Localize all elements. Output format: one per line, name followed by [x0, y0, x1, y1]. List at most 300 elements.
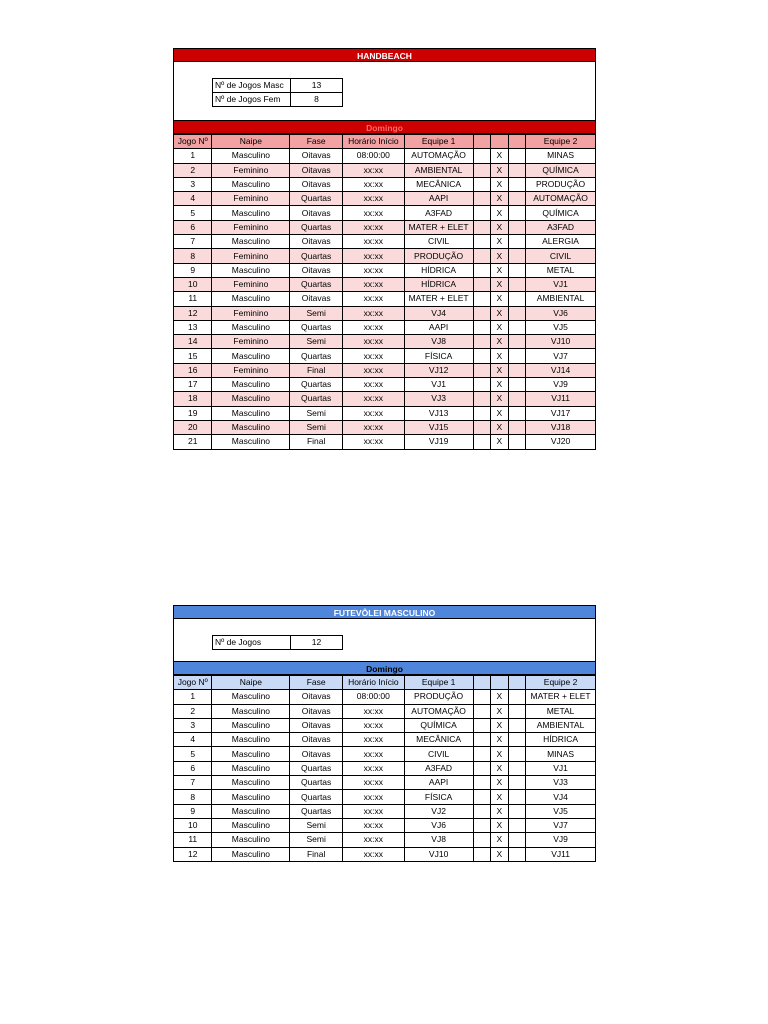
cell-versus[interactable]: X — [490, 392, 508, 406]
cell-spacer — [508, 263, 525, 277]
cell-equipe1[interactable]: A3FAD — [404, 761, 473, 775]
cell-versus[interactable]: X — [490, 349, 508, 363]
cell-versus[interactable]: X — [490, 761, 508, 775]
cell-equipe2[interactable]: VJ14 — [526, 363, 596, 377]
cell-horario[interactable]: xx:xx — [342, 192, 404, 206]
cell-equipe1[interactable]: VJ19 — [404, 435, 473, 449]
cell-equipe1[interactable]: AUTOMAÇÃO — [404, 704, 473, 718]
cell-equipe1[interactable]: HÍDRICA — [404, 263, 473, 277]
cell-versus[interactable]: X — [490, 704, 508, 718]
cell-spacer — [508, 220, 525, 234]
table-row — [174, 363, 596, 377]
cell-horario[interactable]: xx:xx — [342, 263, 404, 277]
cell-fase[interactable]: Semi — [290, 406, 343, 420]
cell-jogo-num[interactable]: 10 — [174, 818, 212, 832]
cell-jogo-num[interactable]: 6 — [174, 761, 212, 775]
cell-versus[interactable]: X — [490, 249, 508, 263]
cell-naipe[interactable]: Masculino — [212, 847, 290, 861]
cell-equipe1[interactable]: MATER + ELET — [404, 292, 473, 306]
cell-versus[interactable]: X — [490, 818, 508, 832]
cell-versus[interactable]: X — [490, 833, 508, 847]
cell-versus[interactable]: X — [490, 718, 508, 732]
cell-equipe1[interactable]: CIVIL — [404, 747, 473, 761]
cell-versus[interactable]: X — [490, 335, 508, 349]
cell-equipe1[interactable]: VJ15 — [404, 420, 473, 434]
cell-equipe2[interactable]: AMBIENTAL — [526, 292, 596, 306]
cell-versus[interactable]: X — [490, 776, 508, 790]
cell-horario[interactable]: xx:xx — [342, 220, 404, 234]
cell-naipe[interactable]: Masculino — [212, 263, 290, 277]
cell-equipe2[interactable]: QUÍMICA — [526, 163, 596, 177]
cell-versus[interactable]: X — [490, 378, 508, 392]
cell-equipe2[interactable]: VJ20 — [526, 435, 596, 449]
cell-versus[interactable]: X — [490, 220, 508, 234]
cell-equipe2[interactable]: CIVIL — [526, 249, 596, 263]
cell-spacer — [508, 306, 525, 320]
cell-spacer — [473, 177, 490, 191]
cell-equipe2[interactable]: MATER + ELET — [526, 690, 596, 704]
cell-naipe[interactable]: Masculino — [212, 149, 290, 163]
cell-naipe[interactable]: Masculino — [212, 392, 290, 406]
cell-horario[interactable]: xx:xx — [342, 790, 404, 804]
header-equipe2: Equipe 2 — [526, 676, 596, 690]
count-value[interactable]: 13 — [291, 79, 343, 93]
cell-horario[interactable]: xx:xx — [342, 847, 404, 861]
game-count-box — [173, 62, 596, 120]
cell-horario[interactable]: 08:00:00 — [342, 149, 404, 163]
cell-jogo-num[interactable]: 5 — [174, 747, 212, 761]
table-row — [174, 263, 596, 277]
cell-versus[interactable]: X — [490, 363, 508, 377]
table-row — [174, 761, 596, 775]
cell-equipe1[interactable]: FÍSICA — [404, 349, 473, 363]
cell-horario[interactable]: xx:xx — [342, 320, 404, 334]
cell-jogo-num[interactable]: 16 — [174, 363, 212, 377]
cell-naipe[interactable]: Masculino — [212, 420, 290, 434]
table-row — [174, 776, 596, 790]
table-row — [174, 177, 596, 191]
cell-fase[interactable]: Semi — [290, 818, 343, 832]
cell-fase[interactable]: Quartas — [290, 790, 343, 804]
cell-naipe[interactable]: Feminino — [212, 192, 290, 206]
cell-equipe1[interactable]: PRODUÇÃO — [404, 690, 473, 704]
cell-versus[interactable]: X — [490, 733, 508, 747]
cell-fase[interactable]: Quartas — [290, 761, 343, 775]
cell-equipe2[interactable]: VJ1 — [526, 761, 596, 775]
cell-horario[interactable]: xx:xx — [342, 163, 404, 177]
cell-naipe[interactable]: Feminino — [212, 163, 290, 177]
cell-fase[interactable]: Oitavas — [290, 177, 343, 191]
cell-fase[interactable]: Quartas — [290, 804, 343, 818]
cell-equipe2[interactable]: MINAS — [526, 149, 596, 163]
cell-versus[interactable]: X — [490, 690, 508, 704]
cell-versus[interactable]: X — [490, 790, 508, 804]
cell-jogo-num[interactable]: 6 — [174, 220, 212, 234]
cell-horario[interactable]: xx:xx — [342, 349, 404, 363]
cell-fase[interactable]: Final — [290, 435, 343, 449]
cell-spacer — [473, 747, 490, 761]
cell-fase[interactable]: Oitavas — [290, 149, 343, 163]
cell-jogo-num[interactable]: 3 — [174, 718, 212, 732]
cell-naipe[interactable]: Masculino — [212, 349, 290, 363]
cell-horario[interactable]: 08:00:00 — [342, 690, 404, 704]
cell-equipe1[interactable]: VJ8 — [404, 335, 473, 349]
cell-fase[interactable]: Semi — [290, 833, 343, 847]
cell-horario[interactable]: xx:xx — [342, 378, 404, 392]
cell-spacer — [508, 704, 525, 718]
cell-horario[interactable]: xx:xx — [342, 249, 404, 263]
cell-versus[interactable]: X — [490, 235, 508, 249]
cell-naipe[interactable]: Masculino — [212, 206, 290, 220]
cell-fase[interactable]: Oitavas — [290, 733, 343, 747]
cell-spacer — [473, 277, 490, 291]
cell-naipe[interactable]: Masculino — [212, 690, 290, 704]
games-table — [173, 134, 596, 450]
table-row — [174, 292, 596, 306]
cell-equipe1[interactable]: VJ3 — [404, 392, 473, 406]
cell-horario[interactable]: xx:xx — [342, 420, 404, 434]
cell-equipe2[interactable]: VJ11 — [526, 847, 596, 861]
table-row — [174, 249, 596, 263]
cell-horario[interactable]: xx:xx — [342, 206, 404, 220]
cell-naipe[interactable]: Masculino — [212, 833, 290, 847]
cell-fase[interactable]: Quartas — [290, 392, 343, 406]
table-header-row — [174, 135, 596, 149]
cell-spacer — [473, 833, 490, 847]
cell-naipe[interactable]: Masculino — [212, 177, 290, 191]
cell-versus[interactable]: X — [490, 277, 508, 291]
cell-equipe2[interactable]: VJ6 — [526, 306, 596, 320]
cell-fase[interactable]: Quartas — [290, 192, 343, 206]
cell-equipe1[interactable]: AAPI — [404, 192, 473, 206]
cell-fase[interactable]: Quartas — [290, 220, 343, 234]
cell-fase[interactable]: Oitavas — [290, 263, 343, 277]
cell-naipe[interactable]: Masculino — [212, 235, 290, 249]
table-row — [174, 790, 596, 804]
cell-horario[interactable]: xx:xx — [342, 804, 404, 818]
cell-equipe1[interactable]: FÍSICA — [404, 790, 473, 804]
cell-equipe1[interactable]: CIVIL — [404, 235, 473, 249]
cell-jogo-num[interactable]: 7 — [174, 776, 212, 790]
cell-equipe2[interactable]: VJ17 — [526, 406, 596, 420]
cell-jogo-num[interactable]: 8 — [174, 249, 212, 263]
count-row — [213, 636, 343, 650]
cell-equipe2[interactable]: AMBIENTAL — [526, 718, 596, 732]
cell-jogo-num[interactable]: 11 — [174, 833, 212, 847]
cell-equipe1[interactable]: MECÂNICA — [404, 177, 473, 191]
count-label: Nº de Jogos Masc — [213, 79, 291, 93]
cell-versus[interactable]: X — [490, 847, 508, 861]
cell-equipe1[interactable]: MATER + ELET — [404, 220, 473, 234]
cell-versus[interactable]: X — [490, 406, 508, 420]
cell-equipe2[interactable]: A3FAD — [526, 220, 596, 234]
cell-equipe1[interactable]: A3FAD — [404, 206, 473, 220]
cell-fase[interactable]: Oitavas — [290, 704, 343, 718]
table-row — [174, 192, 596, 206]
cell-spacer — [508, 818, 525, 832]
cell-naipe[interactable]: Feminino — [212, 306, 290, 320]
cell-versus[interactable]: X — [490, 320, 508, 334]
cell-fase[interactable]: Semi — [290, 306, 343, 320]
cell-naipe[interactable]: Feminino — [212, 220, 290, 234]
cell-fase[interactable]: Oitavas — [290, 206, 343, 220]
cell-jogo-num[interactable]: 9 — [174, 804, 212, 818]
cell-versus[interactable]: X — [490, 804, 508, 818]
cell-spacer — [508, 804, 525, 818]
cell-equipe2[interactable]: VJ5 — [526, 804, 596, 818]
table-row — [174, 220, 596, 234]
cell-jogo-num[interactable]: 12 — [174, 847, 212, 861]
cell-naipe[interactable]: Masculino — [212, 406, 290, 420]
cell-jogo-num[interactable]: 1 — [174, 690, 212, 704]
count-value[interactable]: 8 — [291, 93, 343, 107]
cell-spacer — [473, 235, 490, 249]
cell-spacer — [473, 163, 490, 177]
table-row — [174, 206, 596, 220]
cell-jogo-num[interactable]: 1 — [174, 149, 212, 163]
cell-equipe2[interactable]: ALERGIA — [526, 235, 596, 249]
cell-equipe2[interactable]: METAL — [526, 263, 596, 277]
cell-jogo-num[interactable]: 3 — [174, 177, 212, 191]
header-jogo: Jogo Nº — [174, 676, 212, 690]
cell-equipe1[interactable]: AMBIENTAL — [404, 163, 473, 177]
cell-naipe[interactable]: Masculino — [212, 704, 290, 718]
cell-fase[interactable]: Quartas — [290, 349, 343, 363]
cell-equipe2[interactable]: VJ9 — [526, 378, 596, 392]
cell-horario[interactable]: xx:xx — [342, 177, 404, 191]
cell-naipe[interactable]: Masculino — [212, 292, 290, 306]
header-equipe1: Equipe 1 — [404, 676, 473, 690]
cell-jogo-num[interactable]: 8 — [174, 790, 212, 804]
cell-fase[interactable]: Oitavas — [290, 292, 343, 306]
cell-naipe[interactable]: Masculino — [212, 761, 290, 775]
cell-naipe[interactable]: Masculino — [212, 733, 290, 747]
table-row — [174, 804, 596, 818]
cell-horario[interactable]: xx:xx — [342, 406, 404, 420]
cell-equipe1[interactable]: MECÂNICA — [404, 733, 473, 747]
cell-fase[interactable]: Oitavas — [290, 235, 343, 249]
cell-versus[interactable]: X — [490, 420, 508, 434]
cell-horario[interactable]: xx:xx — [342, 747, 404, 761]
cell-horario[interactable]: xx:xx — [342, 733, 404, 747]
cell-versus[interactable]: X — [490, 192, 508, 206]
cell-naipe[interactable]: Masculino — [212, 818, 290, 832]
cell-naipe[interactable]: Feminino — [212, 335, 290, 349]
cell-versus[interactable]: X — [490, 206, 508, 220]
cell-spacer — [473, 690, 490, 704]
cell-jogo-num[interactable]: 13 — [174, 320, 212, 334]
cell-horario[interactable]: xx:xx — [342, 818, 404, 832]
cell-fase[interactable]: Quartas — [290, 378, 343, 392]
cell-jogo-num[interactable]: 7 — [174, 235, 212, 249]
cell-jogo-num[interactable]: 17 — [174, 378, 212, 392]
cell-equipe2[interactable]: VJ3 — [526, 776, 596, 790]
cell-naipe[interactable]: Masculino — [212, 804, 290, 818]
cell-jogo-num[interactable]: 2 — [174, 704, 212, 718]
cell-equipe1[interactable]: VJ10 — [404, 847, 473, 861]
cell-naipe[interactable]: Masculino — [212, 435, 290, 449]
cell-equipe2[interactable]: VJ11 — [526, 392, 596, 406]
cell-jogo-num[interactable]: 9 — [174, 263, 212, 277]
cell-naipe[interactable]: Feminino — [212, 363, 290, 377]
cell-jogo-num[interactable]: 5 — [174, 206, 212, 220]
cell-spacer — [473, 292, 490, 306]
cell-spacer — [508, 177, 525, 191]
cell-jogo-num[interactable]: 14 — [174, 335, 212, 349]
cell-naipe[interactable]: Masculino — [212, 378, 290, 392]
cell-spacer — [473, 206, 490, 220]
header-spacer — [508, 135, 525, 149]
cell-versus[interactable]: X — [490, 747, 508, 761]
cell-naipe[interactable]: Feminino — [212, 277, 290, 291]
cell-horario[interactable]: xx:xx — [342, 306, 404, 320]
cell-jogo-num[interactable]: 19 — [174, 406, 212, 420]
cell-horario[interactable]: xx:xx — [342, 277, 404, 291]
header-x — [490, 676, 508, 690]
cell-spacer — [508, 378, 525, 392]
cell-horario[interactable]: xx:xx — [342, 292, 404, 306]
cell-equipe1[interactable]: VJ1 — [404, 378, 473, 392]
cell-jogo-num[interactable]: 11 — [174, 292, 212, 306]
cell-fase[interactable]: Semi — [290, 420, 343, 434]
cell-versus[interactable]: X — [490, 263, 508, 277]
cell-spacer — [473, 804, 490, 818]
table-row — [174, 163, 596, 177]
cell-equipe1[interactable]: VJ13 — [404, 406, 473, 420]
cell-spacer — [508, 761, 525, 775]
cell-jogo-num[interactable]: 18 — [174, 392, 212, 406]
header-horario: Horário Início — [342, 135, 404, 149]
cell-fase[interactable]: Oitavas — [290, 690, 343, 704]
cell-spacer — [508, 292, 525, 306]
sheet-title: HANDBEACH — [173, 48, 596, 62]
count-value[interactable]: 12 — [291, 636, 343, 650]
cell-jogo-num[interactable]: 21 — [174, 435, 212, 449]
cell-fase[interactable]: Semi — [290, 335, 343, 349]
cell-equipe2[interactable]: PRODUÇÃO — [526, 177, 596, 191]
cell-equipe1[interactable]: VJ6 — [404, 818, 473, 832]
cell-versus[interactable]: X — [490, 149, 508, 163]
cell-horario[interactable]: xx:xx — [342, 761, 404, 775]
cell-jogo-num[interactable]: 20 — [174, 420, 212, 434]
cell-jogo-num[interactable]: 10 — [174, 277, 212, 291]
cell-horario[interactable]: xx:xx — [342, 718, 404, 732]
cell-horario[interactable]: xx:xx — [342, 235, 404, 249]
cell-horario[interactable]: xx:xx — [342, 776, 404, 790]
cell-horario[interactable]: xx:xx — [342, 704, 404, 718]
games-table — [173, 675, 596, 862]
cell-equipe2[interactable]: VJ9 — [526, 833, 596, 847]
cell-equipe2[interactable]: VJ4 — [526, 790, 596, 804]
cell-fase[interactable]: Quartas — [290, 776, 343, 790]
cell-fase[interactable]: Final — [290, 363, 343, 377]
cell-horario[interactable]: xx:xx — [342, 335, 404, 349]
header-jogo: Jogo Nº — [174, 135, 212, 149]
cell-spacer — [473, 847, 490, 861]
cell-spacer — [508, 847, 525, 861]
cell-equipe2[interactable]: HÍDRICA — [526, 733, 596, 747]
cell-equipe1[interactable]: AUTOMAÇÃO — [404, 149, 473, 163]
cell-naipe[interactable]: Masculino — [212, 776, 290, 790]
cell-spacer — [508, 249, 525, 263]
cell-spacer — [508, 406, 525, 420]
cell-equipe1[interactable]: HÍDRICA — [404, 277, 473, 291]
cell-equipe1[interactable]: AAPI — [404, 776, 473, 790]
cell-spacer — [473, 249, 490, 263]
cell-horario[interactable]: xx:xx — [342, 833, 404, 847]
cell-equipe2[interactable]: VJ10 — [526, 335, 596, 349]
header-spacer — [473, 135, 490, 149]
cell-spacer — [473, 363, 490, 377]
cell-naipe[interactable]: Masculino — [212, 320, 290, 334]
header-naipe: Naipe — [212, 135, 290, 149]
cell-jogo-num[interactable]: 12 — [174, 306, 212, 320]
cell-fase[interactable]: Quartas — [290, 277, 343, 291]
cell-fase[interactable]: Oitavas — [290, 718, 343, 732]
table-row — [174, 306, 596, 320]
cell-versus[interactable]: X — [490, 177, 508, 191]
cell-equipe2[interactable]: VJ18 — [526, 420, 596, 434]
cell-horario[interactable]: xx:xx — [342, 392, 404, 406]
cell-spacer — [473, 733, 490, 747]
cell-equipe1[interactable]: VJ2 — [404, 804, 473, 818]
cell-equipe1[interactable]: AAPI — [404, 320, 473, 334]
cell-equipe2[interactable]: AUTOMAÇÃO — [526, 192, 596, 206]
cell-spacer — [473, 220, 490, 234]
cell-versus[interactable]: X — [490, 435, 508, 449]
cell-spacer — [508, 192, 525, 206]
day-header: Domingo — [173, 120, 596, 134]
cell-jogo-num[interactable]: 4 — [174, 733, 212, 747]
cell-equipe2[interactable]: METAL — [526, 704, 596, 718]
cell-fase[interactable]: Oitavas — [290, 747, 343, 761]
cell-equipe2[interactable]: VJ5 — [526, 320, 596, 334]
cell-equipe1[interactable]: VJ12 — [404, 363, 473, 377]
cell-spacer — [508, 733, 525, 747]
cell-equipe1[interactable]: VJ4 — [404, 306, 473, 320]
cell-horario[interactable]: xx:xx — [342, 363, 404, 377]
cell-versus[interactable]: X — [490, 163, 508, 177]
futevolei-sheet — [173, 605, 596, 862]
sheet-title: FUTEVÔLEI MASCULINO — [173, 605, 596, 619]
cell-equipe1[interactable]: QUÍMICA — [404, 718, 473, 732]
cell-equipe2[interactable]: VJ7 — [526, 818, 596, 832]
cell-equipe2[interactable]: VJ7 — [526, 349, 596, 363]
cell-equipe1[interactable]: PRODUÇÃO — [404, 249, 473, 263]
cell-jogo-num[interactable]: 4 — [174, 192, 212, 206]
cell-naipe[interactable]: Masculino — [212, 718, 290, 732]
cell-naipe[interactable]: Masculino — [212, 790, 290, 804]
cell-versus[interactable]: X — [490, 292, 508, 306]
header-x — [490, 135, 508, 149]
cell-equipe2[interactable]: MINAS — [526, 747, 596, 761]
cell-equipe2[interactable]: QUÍMICA — [526, 206, 596, 220]
cell-jogo-num[interactable]: 15 — [174, 349, 212, 363]
cell-fase[interactable]: Quartas — [290, 320, 343, 334]
cell-horario[interactable]: xx:xx — [342, 435, 404, 449]
cell-spacer — [508, 776, 525, 790]
cell-equipe1[interactable]: VJ8 — [404, 833, 473, 847]
cell-fase[interactable]: Quartas — [290, 249, 343, 263]
cell-equipe2[interactable]: VJ1 — [526, 277, 596, 291]
cell-fase[interactable]: Oitavas — [290, 163, 343, 177]
cell-jogo-num[interactable]: 2 — [174, 163, 212, 177]
table-row — [174, 818, 596, 832]
cell-fase[interactable]: Final — [290, 847, 343, 861]
cell-naipe[interactable]: Masculino — [212, 747, 290, 761]
cell-versus[interactable]: X — [490, 306, 508, 320]
cell-naipe[interactable]: Feminino — [212, 249, 290, 263]
